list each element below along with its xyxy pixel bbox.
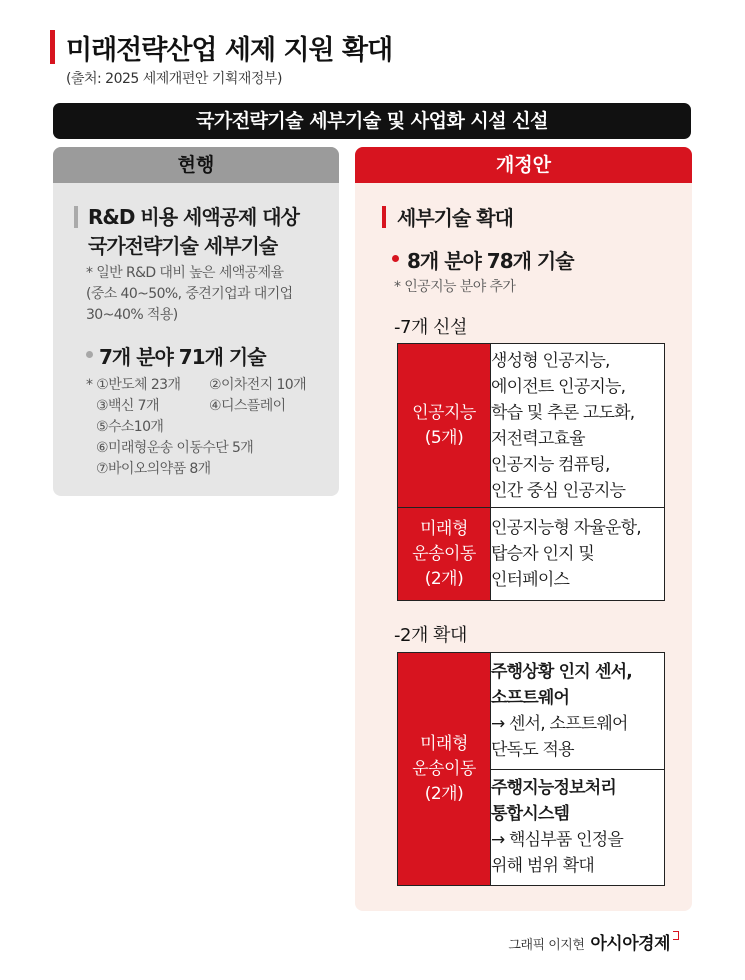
category-count: (5개) — [424, 427, 464, 448]
tech-description: 위해 범위 확대 — [491, 856, 594, 877]
topic-banner: 국가전략기술 세부기술 및 사업화 시설 신설 — [53, 103, 691, 139]
current-item-3: ③백신 7개 — [96, 398, 159, 414]
table-row — [398, 344, 665, 508]
category-label: 운송이동 — [412, 543, 476, 564]
tech-item: 인터페이스 — [491, 570, 570, 590]
current-summary-bullet — [86, 351, 93, 358]
expand-section-label: -2개 확대 — [394, 625, 467, 646]
brand-logo: 아시아경제 — [590, 934, 670, 954]
category-cell — [398, 653, 491, 886]
tech-detail-cell — [491, 769, 665, 886]
current-item-1: * ①반도체 23개 — [86, 377, 181, 393]
page-title: 미래전략산업 세제 지원 확대 — [66, 35, 393, 66]
tech-item: 생성형 인공지능, — [491, 350, 610, 371]
new-section-label: -7개 신설 — [394, 317, 467, 338]
graphic-credit: 그래픽 이지현 — [508, 938, 585, 953]
revised-header: 개정안 — [355, 147, 692, 183]
current-item-2: ②이차전지 10개 — [209, 377, 307, 393]
tech-list-cell — [491, 508, 665, 601]
revised-summary-bullet — [392, 255, 399, 262]
category-label: 미래형 — [420, 518, 468, 539]
current-heading-marker — [74, 206, 78, 228]
tech-detail-cell — [491, 653, 665, 770]
category-cell — [398, 508, 491, 601]
current-note-line2: (중소 40~50%, 중견기업과 대기업 — [86, 286, 293, 302]
revised-note: * 인공지능 분야 추가 — [394, 279, 516, 295]
tech-description: → 센서, 소프트웨어 — [491, 713, 628, 734]
category-cell — [398, 344, 491, 508]
revised-heading-marker — [382, 206, 386, 228]
category-label: 운송이동 — [412, 758, 476, 779]
category-count: (2개) — [424, 568, 464, 589]
source-note: (출처: 2025 세제개편안 기획재정부) — [66, 71, 282, 87]
tech-title: 주행상황 인지 센서, — [491, 661, 632, 682]
category-label: 인공지능 — [412, 402, 476, 423]
category-count: (2개) — [424, 783, 464, 804]
current-summary: 7개 분야 71개 기술 — [99, 345, 266, 369]
tech-item: 학습 및 추론 고도화, — [491, 402, 635, 423]
new-tech-table — [397, 343, 665, 601]
table-row — [398, 508, 665, 601]
tech-title: 주행지능정보처리 — [491, 778, 616, 799]
tech-title: 소프트웨어 — [491, 687, 570, 708]
table-row — [398, 653, 665, 770]
current-heading — [88, 203, 299, 261]
tech-description: → 핵심부품 인정을 — [491, 830, 624, 851]
tech-item: 인공지능 컴퓨팅, — [491, 454, 610, 475]
current-header: 현행 — [53, 147, 339, 183]
title-accent-bar — [50, 30, 55, 64]
current-item-6: ⑥미래형운송 이동수단 5개 — [96, 440, 254, 456]
revised-heading: 세부기술 확대 — [397, 206, 513, 230]
current-note-line1: * 일반 R&D 대비 높은 세액공제율 — [86, 265, 284, 281]
tech-item: 저전력고효율 — [491, 428, 585, 449]
current-item-5: ⑤수소10개 — [96, 419, 164, 435]
tech-item: 인공지능형 자율운항, — [491, 518, 641, 538]
category-label: 미래형 — [420, 733, 468, 754]
current-heading-line1: R&D 비용 세액공제 대상 — [88, 205, 299, 229]
tech-item: 에이전트 인공지능, — [491, 376, 626, 397]
current-item-4: ④디스플레이 — [209, 398, 286, 414]
tech-description: 단독도 적용 — [491, 739, 574, 760]
expanded-tech-table — [397, 652, 665, 886]
brand-mark-icon — [673, 931, 679, 940]
tech-list-cell — [491, 344, 665, 508]
current-note-line3: 30~40% 적용) — [86, 307, 178, 323]
revised-summary: 8개 분야 78개 기술 — [407, 249, 574, 273]
tech-title: 통합시스템 — [491, 804, 570, 825]
tech-item: 탑승자 인지 및 — [491, 544, 594, 564]
tech-item: 인간 중심 인공지능 — [491, 480, 626, 501]
credit-line — [508, 929, 679, 954]
current-note — [86, 263, 293, 326]
current-heading-line2: 국가전략기술 세부기술 — [88, 234, 278, 258]
current-item-7: ⑦바이오의약품 8개 — [96, 461, 211, 477]
